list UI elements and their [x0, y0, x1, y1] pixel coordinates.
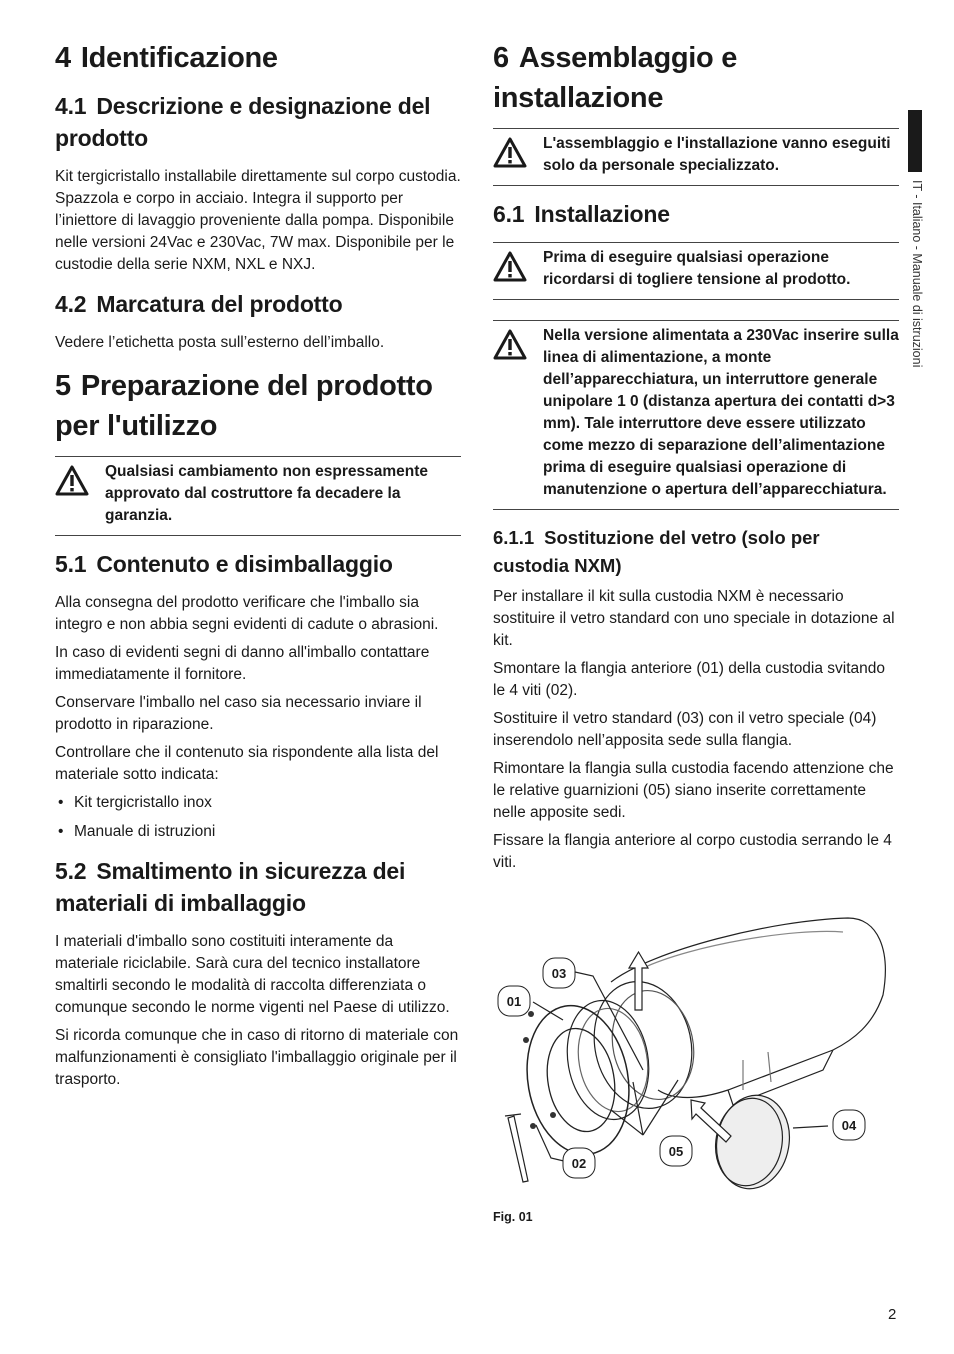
right-column [493, 38, 899, 880]
left-column [55, 38, 461, 1097]
label-03: 03 [551, 966, 567, 981]
list-item: • Manuale di istruzioni [55, 821, 461, 843]
warning-icon [493, 133, 543, 174]
section-5-1-heading: 5.1 Contenuto e disimballaggio [55, 551, 393, 577]
warning-box [493, 242, 899, 300]
section-5-1-p1: Alla consegna del prodotto verificare che l'imballo sia integro e non abbia segni evidenti di cadute o abrasioni. [55, 594, 439, 633]
warning-text: Prima di eseguire qualsiasi operazione ricordarsi di togliere tensione al prodotto. [543, 249, 851, 288]
label-05: 05 [668, 1144, 684, 1159]
section-5-2-p1: I materiali d'imballo sono costituiti interamente da materiale riciclabile. Sarà cura del tecnico installatore smaltirli secondo le modalità di raccolta differenziata o comunque secondo le norme vigenti nel Paese di utilizzo. [55, 933, 450, 1016]
label-01: 01 [506, 994, 522, 1009]
warning-box [493, 320, 899, 510]
section-6-1-1-p1: Per installare il kit sulla custodia NXM è necessario sostituire il vetro standard con uno speciale in dotazione al kit. [493, 588, 895, 649]
section-4-heading: 4 Identificazione [55, 42, 278, 74]
section-4-2-body: Vedere l’etichetta posta sull’esterno dell’imballo. [55, 334, 385, 351]
section-6-heading: 6 Assemblaggio e installazione [493, 42, 738, 114]
figure-caption: Fig. 01 [493, 1210, 533, 1224]
section-5-heading: 5 Preparazione del prodotto per l'utilizzo [55, 370, 433, 442]
sidebar-tab [908, 110, 922, 172]
section-5-1-p3: Conservare l'imballo nel caso sia necessario inviare il prodotto in riparazione. [55, 694, 422, 733]
section-6-1-1-p3: Sostituire il vetro standard (03) con il vetro speciale (04) inserendolo nell’apposita sede sulla flangia. [493, 710, 877, 749]
assembly-figure [493, 910, 899, 1200]
section-6-1-1-p2: Smontare la flangia anteriore (01) della custodia svitando le 4 viti (02). [493, 660, 886, 699]
arrow-up-icon [629, 952, 648, 1010]
sidebar-language-label: IT - Italiano - Manuale di istruzioni [910, 180, 924, 368]
warning-icon [493, 325, 543, 366]
section-6-1-1-heading: 6.1.1 Sostituzione del vetro (solo per custodia NXM) [493, 527, 820, 576]
warning-text: L'assemblaggio e l'installazione vanno eseguiti solo da personale specializzato. [543, 135, 891, 174]
section-5-2-p2: Si ricorda comunque che in caso di ritorno di materiale con malfunzionamenti è consigliato l'imballaggio originale per il trasporto. [55, 1027, 459, 1088]
contents-list [55, 792, 461, 843]
section-4-1-heading: 4.1 Descrizione e designazione del prodotto [55, 93, 431, 151]
section-5-1-p2: In caso di evidenti segni di danno all'imballo contattare immediatamente il fornitore. [55, 644, 430, 683]
list-item: • Kit tergicristallo inox [55, 792, 461, 814]
label-04: 04 [841, 1118, 857, 1133]
label-02: 02 [571, 1156, 587, 1171]
section-4-1-body: Kit tergicristallo installabile direttamente sul corpo custodia. Spazzola e corpo in acciaio. Integra il supporto per l’iniettore di lavaggio proveniente dalla pompa. Disponibile nelle versioni 24Vac e 230Vac, 7W max. Disponibile per le custodie della serie NXM, NXL e NXJ. [55, 168, 461, 273]
section-5-2-heading: 5.2 Smaltimento in sicurezza dei materiali di imballaggio [55, 858, 406, 916]
warning-text: Qualsiasi cambiamento non espressamente approvato dal costruttore fa decadere la garanzia. [105, 463, 429, 524]
section-6-1-1-p5: Fissare la flangia anteriore al corpo custodia serrando le 4 viti. [493, 832, 892, 871]
warning-box [493, 128, 899, 186]
warning-text: Nella versione alimentata a 230Vac inserire sulla linea di alimentazione, a monte dell’apparecchiatura, un interruttore generale unipolare 1 0 (distanza apertura dei contatti d>3 mm). Tale interruttore deve essere utilizzato come mezzo di separazione dell’alimentazione prima di eseguire qualsiasi operazione di manutenzione o apertura dell’apparecchiatura. [543, 327, 899, 498]
section-4-2-heading: 4.2 Marcatura del prodotto [55, 291, 343, 317]
warning-box [55, 456, 461, 536]
section-5-1-p4: Controllare che il contenuto sia rispondente alla lista del materiale sotto indicata: [55, 744, 439, 783]
section-6-1-1-p4: Rimontare la flangia sulla custodia facendo attenzione che le relative guarnizioni (05) siano inserite correttamente nelle apposite sedi. [493, 760, 894, 821]
page-number: 2 [888, 1306, 897, 1323]
warning-icon [493, 247, 543, 288]
warning-icon [55, 461, 105, 502]
section-6-1-heading: 6.1 Installazione [493, 201, 670, 227]
exploded-view-drawing [493, 910, 899, 1200]
